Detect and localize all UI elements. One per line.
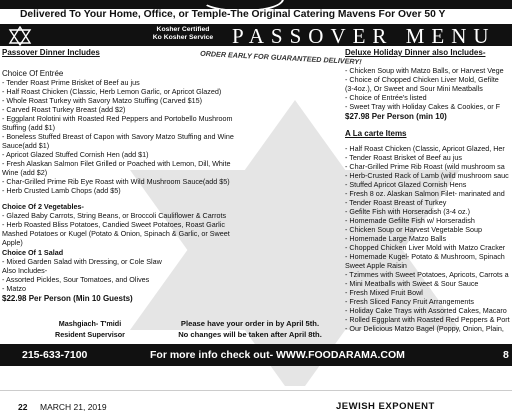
deluxe-item: - Choice of Chopped Chicken Liver Mold, Gefilte (345, 75, 499, 84)
a-la-carte-item: - Gefilte Fish with Horseradish (3-4 oz.) (345, 207, 471, 216)
a-la-carte-list (345, 144, 512, 333)
supervisor-note (40, 318, 140, 340)
a-la-carte-item: - Tzimmes with Sweet Potatoes, Apricots, Carrots a (345, 270, 509, 279)
entree-item: - Carved Roast Turkey Breast (add $2) (2, 105, 126, 114)
entree-item: - Fresh Alaskan Salmon Filet Grilled or Poached with Lemon, Dill, White (2, 159, 231, 168)
vegetable-list (2, 211, 340, 247)
contact-bar-tail: 8 (503, 349, 509, 361)
vegetable-item: - Glazed Baby Carrots, String Beans, or Broccoli Cauliflower & Carrots (2, 211, 227, 220)
a-la-carte-item: - Fresh 8 oz. Alaskan Salmon Filet- marinated and (345, 189, 505, 198)
dinner-price: $22.98 Per Person (Min 10 Guests) (2, 294, 133, 303)
entree-list (2, 78, 340, 195)
page-footer (0, 390, 512, 419)
publication-name: JEWISH EXPONENT (336, 401, 435, 412)
a-la-carte-item: - Chicken Soup or Harvest Vegetable Soup (345, 225, 483, 234)
order-early-notice: ORDER EARLY FOR GUARANTEED DELIVERY! (199, 48, 362, 67)
deadline-line-1: Please have your order in by April 5th. (180, 319, 320, 328)
header-bar (0, 24, 512, 46)
deluxe-item: - Sweet Tray with Holiday Cakes & Cookies, or F (345, 102, 500, 111)
entree-item: - Char-Grilled Prime Rib Eye Roast with Wild Mushroom Sauce(add $5) (2, 177, 230, 186)
deluxe-title: Deluxe Holiday Dinner also Includes- (345, 48, 486, 57)
entree-item: Sauce(add $1) (2, 141, 50, 150)
deadline-line-2: No changes will be taken after April 8th. (178, 330, 322, 339)
contact-bar (0, 344, 512, 366)
a-la-carte-item: - Fresh Sliced Fancy Fruit Arrangements (345, 297, 475, 306)
deluxe-item: - Chicken Soup with Matzo Balls, or Harvest Vege (345, 66, 504, 75)
a-la-carte-item: - Char-Grilled Prime Rib Roast (wild mushroom sa (345, 162, 505, 171)
kosher-line-2: Ko Kosher Service (152, 34, 214, 41)
website-link[interactable]: For more info check out- WWW.FOODARAMA.COM (150, 349, 405, 361)
salad-heading: Choice Of 1 Salad (2, 248, 64, 257)
entree-item: - Eggplant Rolotini with Roasted Red Peppers and Portobello Mushroom (2, 114, 233, 123)
vegetable-heading: Choice Of 2 Vegetables- (2, 202, 84, 211)
a-la-carte-item: - Our Delicious Matzo Bagel (Poppy, Onion, Plain, (345, 324, 504, 333)
entree-item: - Half Roast Chicken (Classic, Herb Lemon Garlic, or Apricot Glazed) (2, 87, 222, 96)
menu-title: PASSOVER MENU (232, 24, 496, 48)
entree-item: - Boneless Stuffed Breast of Capon with Savory Matzo Stuffing and Wine (2, 132, 234, 141)
a-la-carte-item: - Rolled Eggplant with Roasted Red Peppers & Port (345, 315, 510, 324)
entree-item: - Tender Roast Prime Brisket of Beef au jus (2, 78, 140, 87)
phone-number: 215-633-7100 (22, 349, 88, 361)
passover-dinner-section (2, 48, 362, 303)
deluxe-item: (3-4oz.), Or Sweet and Sour Mini Meatballs (345, 84, 483, 93)
a-la-carte-item: - Mini Meatballs with Sweet & Sour Sauce (345, 279, 479, 288)
deluxe-list (345, 66, 512, 111)
a-la-carte-item: - Homemade Large Matzo Balls (345, 234, 447, 243)
a-la-carte-item: - Stuffed Apricot Glazed Cornish Hens (345, 180, 467, 189)
a-la-carte-item: - Chopped Chicken Liver Mold with Matzo Cracker (345, 243, 506, 252)
a-la-carte-item: - Herb-Crusted Rack of Lamb (wild mushroom sauc (345, 171, 509, 180)
supervisor-line-2: Resident Supervisor (55, 330, 125, 339)
order-deadline-note (160, 318, 340, 340)
deluxe-price: $27.98 Per Person (min 10) (345, 112, 447, 121)
deluxe-section (345, 48, 512, 333)
star-of-david-icon (8, 26, 32, 46)
issue-date: MARCH 21, 2019 (40, 402, 107, 412)
entree-heading: Choice Of Entrée (2, 69, 64, 78)
a-la-carte-item: - Holiday Cake Trays with Assorted Cakes, Macaro (345, 306, 507, 315)
kosher-certification (128, 26, 238, 42)
a-la-carte-item: - Fresh Mixed Fruit Bowl (345, 288, 423, 297)
a-la-carte-item: Sweet Apple Raisin (345, 261, 407, 270)
page-number: 22 (18, 402, 28, 412)
top-black-strip (0, 0, 512, 9)
supervisor-line-1: Mashgiach- T'midi (58, 319, 122, 328)
also-includes-list (2, 275, 340, 293)
entree-item: - Whole Roast Turkey with Savory Matzo Stuffing (Carved $15) (2, 96, 202, 105)
vegetable-item: Apple) (2, 238, 23, 247)
also-includes-heading: Also Includes- (2, 266, 48, 275)
kosher-line-1: Kosher Certified (156, 26, 210, 33)
salad-item: - Mixed Garden Salad with Dressing, or Cole Slaw (2, 257, 162, 266)
vegetable-item: - Herb Roasted Bliss Potatoes, Candied Sweet Potatoes, Roast Garlic (2, 220, 225, 229)
salad-list (2, 257, 340, 266)
entree-item: Stuffing (add $1) (2, 123, 56, 132)
also-includes-item: - Assorted Pickles, Sour Tomatoes, and Olives (2, 275, 150, 284)
also-includes-item: - Matzo (2, 284, 26, 293)
entree-item: Wine (add $2) (2, 168, 48, 177)
a-la-carte-item: - Homemade Gefilte Fish w/ Horseradish (345, 216, 475, 225)
a-la-carte-item: - Half Roast Chicken (Classic, Apricot Glazed, Her (345, 144, 505, 153)
a-la-carte-item: - Tender Roast Brisket of Beef au jus (345, 153, 462, 162)
entree-item: - Apricot Glazed Stuffed Cornish Hen (add $1) (2, 150, 149, 159)
delivery-tagline: Delivered To Your Home, Office, or Temple-The Original Catering Mavens For Over 50 Y (20, 9, 446, 20)
passover-dinner-title: Passover Dinner Includes (2, 48, 100, 57)
a-la-carte-title: A La carte Items (345, 129, 407, 138)
deluxe-item: - Choice of Entrée's listed (345, 93, 427, 102)
a-la-carte-item: - Homemade Kugel- Potato & Mushroom, Spinach (345, 252, 505, 261)
vegetable-item: Mashed Potatoes or Kugel (Potato & Onion, Spinach & Garlic, or Sweet (2, 229, 230, 238)
entree-item: - Herb Crusted Lamb Chops (add $5) (2, 186, 121, 195)
a-la-carte-item: - Tender Roast Breast of Turkey (345, 198, 447, 207)
